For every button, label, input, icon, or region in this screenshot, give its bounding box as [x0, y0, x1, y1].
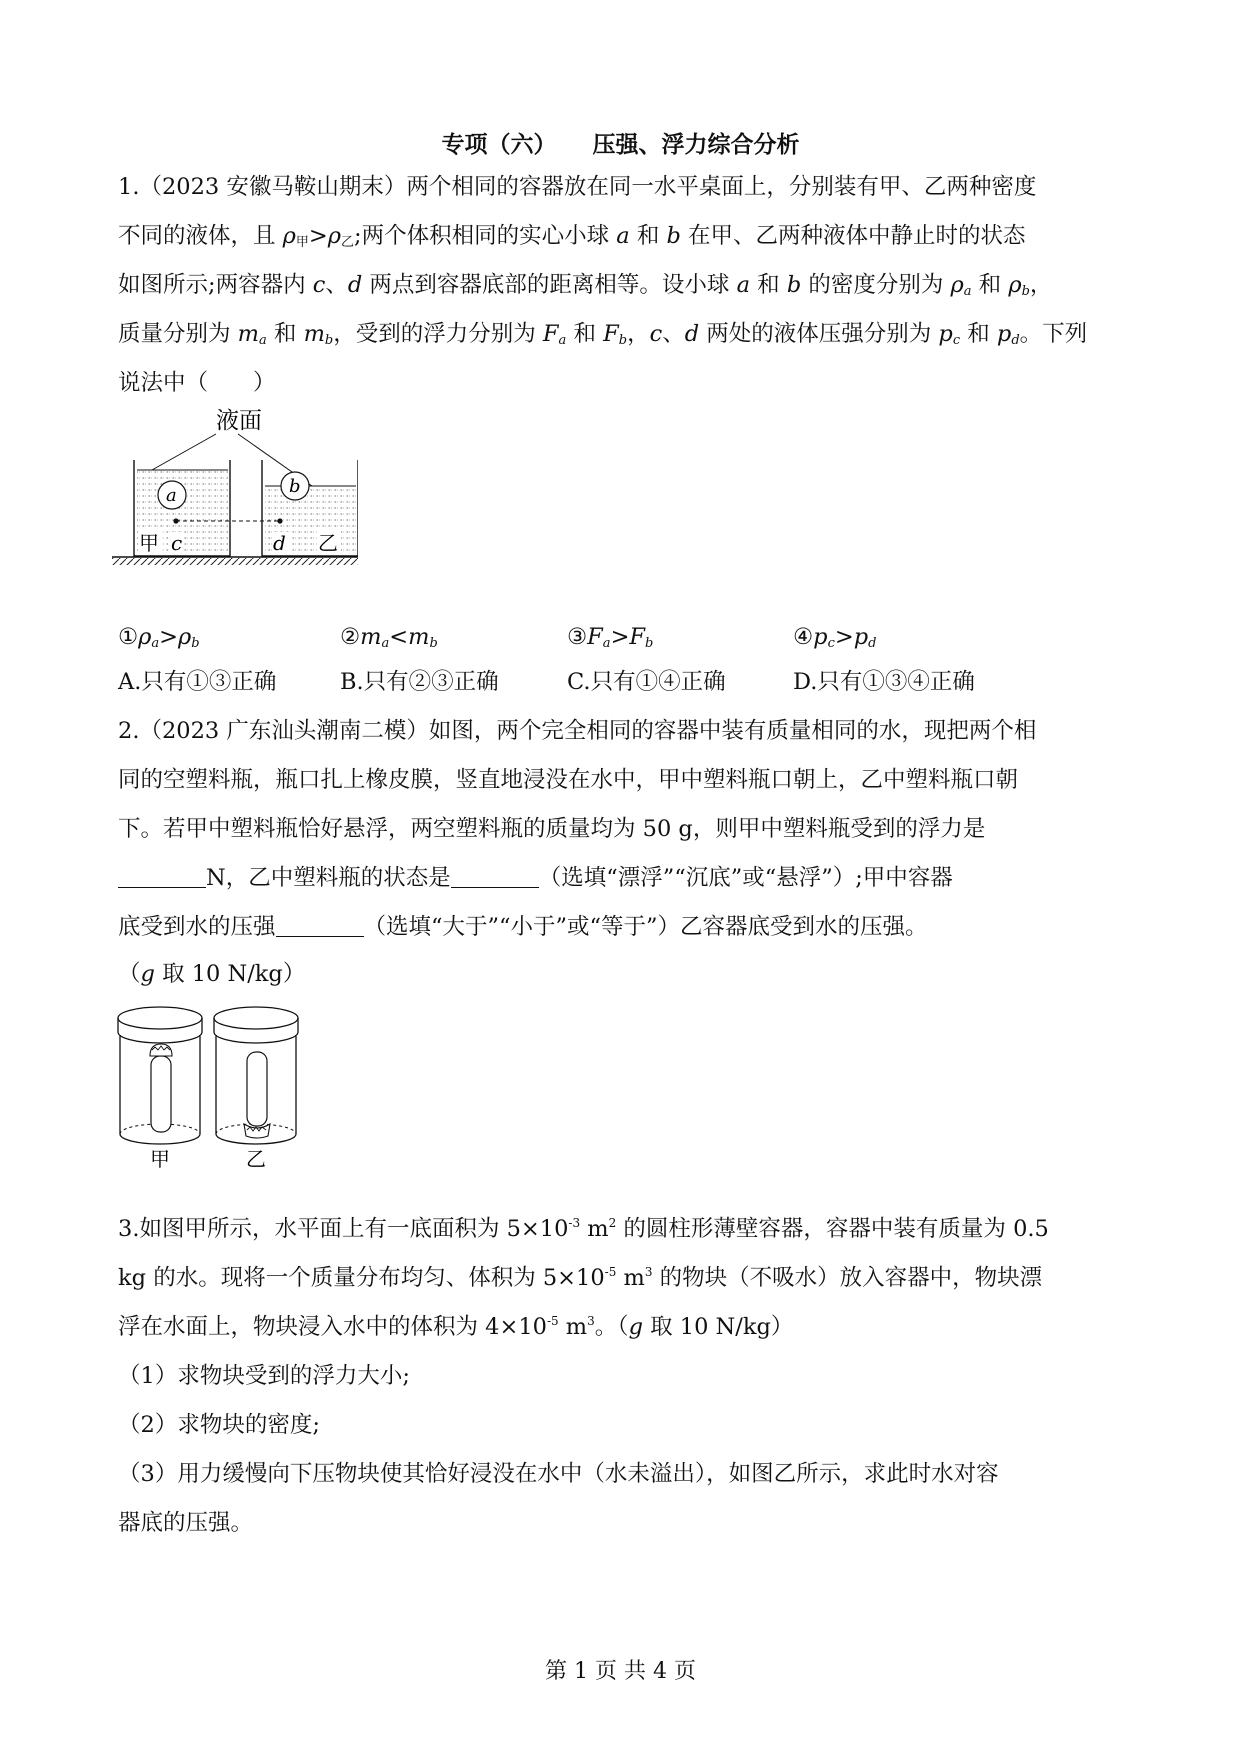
q2-line5: 底受到水的压强 （选填“大于”“小于”或“等于”）乙容器底受到水的压强。: [118, 914, 928, 940]
ground-hatching: [112, 558, 358, 565]
bottle-mouth-down: [244, 1052, 270, 1138]
statement-1: $①\rho_a>\rho_b$: [118, 624, 200, 651]
point-c: [173, 518, 178, 523]
statement-4: $④p_c>p_d$: [793, 624, 877, 651]
jar-yi: [214, 1007, 298, 1144]
q2-line1: 2.（2023 广东汕头潮南二模）如图，两个完全相同的容器中装有质量相同的水，现把两个相: [118, 718, 1037, 744]
q3-sub3-line1: （3）用力缓慢向下压物块使其恰好浸没在水中（水未溢出），如图乙所示，求此时水对容: [118, 1461, 999, 1487]
answer-blank-3[interactable]: [276, 917, 364, 937]
bottle-mouth-up: [150, 1044, 172, 1132]
page-footer: 第 1 页 共 4 页: [545, 1659, 696, 1684]
label-c: c: [171, 531, 183, 555]
q3-sub1: （1）求物块受到的浮力大小;: [118, 1363, 410, 1389]
ball-b-label: b: [289, 476, 301, 497]
q3-sub3-line2: 器底的压强。: [118, 1510, 254, 1536]
q1-line3: 如图所示;两容器内 c、d 两点到容器底部的距离相等。设小球 a 和 b 的密度分别为 $\rho_a$ 和 $\rho_b$，: [118, 272, 1053, 299]
q3-line1: 3.如图甲所示，水平面上有一底面积为 $5\times 10^{-3}$ $m^2$ 的圆柱形薄壁容器，容器中装有质量为 0.5: [118, 1216, 1049, 1242]
ball-a-label: a: [166, 485, 177, 506]
point-d: [277, 518, 282, 523]
q1-line4: 质量分别为 $m_a$ 和 $m_b$，受到的浮力分别为 $F_a$ 和 $F_b$，c、d 两处的液体压强分别为 $p_c$ 和 $p_d$。下列: [118, 321, 1088, 348]
q1-line5: 说法中（ ）: [118, 370, 276, 396]
title-part2: 压强、浮力综合分析: [592, 132, 800, 158]
option-c: C.只有①④正确: [567, 669, 726, 695]
option-b: B.只有②③正确: [340, 669, 499, 695]
statement-3: $③F_a>F_b$: [567, 624, 654, 651]
q2-figure: [112, 1000, 312, 1170]
title-part1: 专项（六）: [441, 132, 557, 158]
jar-label-yi: 乙: [246, 1147, 266, 1170]
q2-line4: N，乙中塑料瓶的状态是 （选填“漂浮”“沉底”或“悬浮”）;甲中容器: [118, 867, 953, 890]
q2-line3: 下。若甲中塑料瓶恰好悬浮，两空塑料瓶的质量均为 50 g，则甲中塑料瓶受到的浮力是: [118, 816, 986, 842]
q3-line2: kg 的水。现将一个质量分布均匀、体积为 $5\times 10^{-5}$ $m^3$ 的物块（不吸水）放入容器中，物块漂: [118, 1265, 1043, 1291]
answer-blank-1[interactable]: [118, 868, 206, 888]
option-a: A.只有①③正确: [118, 669, 277, 695]
q3-sub2: （2）求物块的密度;: [118, 1412, 320, 1438]
jar-label-jia: 甲: [150, 1147, 170, 1170]
page-title: [0, 126, 1241, 159]
q3-line3: 浮在水面上，物块浸入水中的体积为 $4\times 10^{-5}$ $m^3$。（g 取 10 N/kg）: [118, 1314, 794, 1340]
q1-figure: [112, 398, 358, 574]
statement-2: $②m_a<m_b$: [340, 624, 438, 651]
label-jia: 甲: [139, 531, 159, 555]
label-yi: 乙: [318, 531, 338, 555]
jar-jia: [118, 1007, 202, 1144]
q1-line2: 不同的液体，且 $\rho_甲>\rho_乙$;两个体积相同的实心小球 a 和 b 在甲、乙两种液体中静止时的状态: [118, 223, 1026, 250]
q1-line1: 1.（2023 安徽马鞍山期末）两个相同的容器放在同一水平桌面上，分别装有甲、乙两种密度: [118, 174, 1037, 200]
liquid-surface-label: 液面: [216, 408, 262, 434]
option-d: D.只有①③④正确: [793, 669, 975, 695]
label-d: d: [273, 531, 286, 555]
q2-line6: （g 取 10 N/kg）: [118, 961, 306, 987]
answer-blank-2[interactable]: [451, 868, 539, 888]
q2-line2: 同的空塑料瓶，瓶口扎上橡皮膜，竖直地浸没在水中，甲中塑料瓶口朝上，乙中塑料瓶口朝: [118, 767, 1019, 793]
